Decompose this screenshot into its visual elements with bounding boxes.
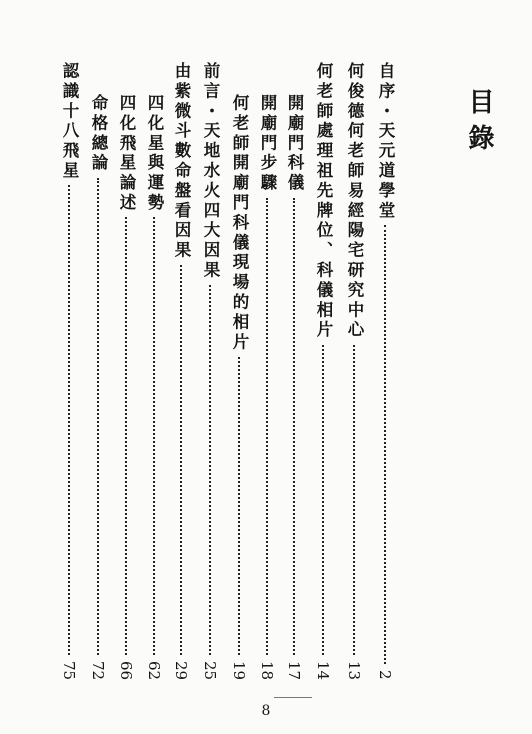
toc-entry[interactable] <box>170 62 192 680</box>
toc-entry[interactable] <box>143 62 165 680</box>
toc-entry[interactable] <box>199 62 221 680</box>
toc-entry[interactable] <box>343 62 365 680</box>
toc-entry-page: 18 <box>258 660 276 680</box>
toc-entry[interactable] <box>228 62 250 680</box>
toc-entry-title: 何老師處理祖先牌位、科儀相片 <box>314 62 333 341</box>
toc-entry-title: 由紫微斗數命盤看因果 <box>172 62 191 261</box>
toc-entry-title: 四化星與運勢 <box>145 94 164 214</box>
dot-leader <box>125 217 127 655</box>
dot-leader <box>384 225 386 664</box>
toc-entry-page: 29 <box>172 660 190 680</box>
toc-entry-page: 2 <box>376 670 394 680</box>
toc-entry-title: 認識十八飛星 <box>60 62 79 182</box>
toc-entry-title: 自序・天元道學堂 <box>376 62 395 222</box>
dot-leader <box>68 185 70 655</box>
dot-leader <box>293 198 295 655</box>
toc-entry[interactable] <box>115 62 137 680</box>
dot-leader <box>266 198 268 655</box>
toc-entry-title: 開廟門步驟 <box>258 94 277 194</box>
toc-entry-title: 何老師開廟門科儀現場的相片 <box>230 94 249 353</box>
toc-entry-title: 四化飛星論述 <box>117 94 136 214</box>
toc-title: 目錄 <box>464 88 494 160</box>
dot-leader <box>153 217 155 655</box>
dot-leader <box>97 178 99 655</box>
toc-entry-page: 19 <box>230 660 248 680</box>
toc-entry[interactable] <box>87 62 109 680</box>
toc-entry-title: 前言・天地水火四大因果 <box>201 62 220 281</box>
dot-leader <box>180 265 182 655</box>
dot-leader <box>322 345 324 655</box>
toc-entry[interactable] <box>283 62 305 680</box>
toc-entry-page: 25 <box>201 660 219 680</box>
toc-entry-page: 17 <box>285 660 303 680</box>
toc-entry[interactable] <box>58 62 80 680</box>
toc-entry-page: 14 <box>314 660 332 680</box>
toc-entry-title: 命格總論 <box>89 94 108 174</box>
toc-entry[interactable] <box>374 62 396 680</box>
toc-entry-page: 62 <box>145 660 163 680</box>
page-number: 8 <box>261 703 271 719</box>
toc-entry-title: 何俊德何老師易經陽宅研究中心 <box>345 62 364 341</box>
footer-rule <box>274 697 312 698</box>
toc-entry-title: 開廟門科儀 <box>285 94 304 194</box>
toc-entry-page: 75 <box>60 660 78 680</box>
dot-leader <box>209 285 211 655</box>
toc-entry-page: 72 <box>89 660 107 680</box>
toc-entry[interactable] <box>312 62 334 680</box>
toc-entry-page: 13 <box>345 660 363 680</box>
dot-leader <box>238 357 240 655</box>
toc-entry[interactable] <box>256 62 278 680</box>
dot-leader <box>353 345 355 655</box>
toc-entry-page: 66 <box>117 660 135 680</box>
